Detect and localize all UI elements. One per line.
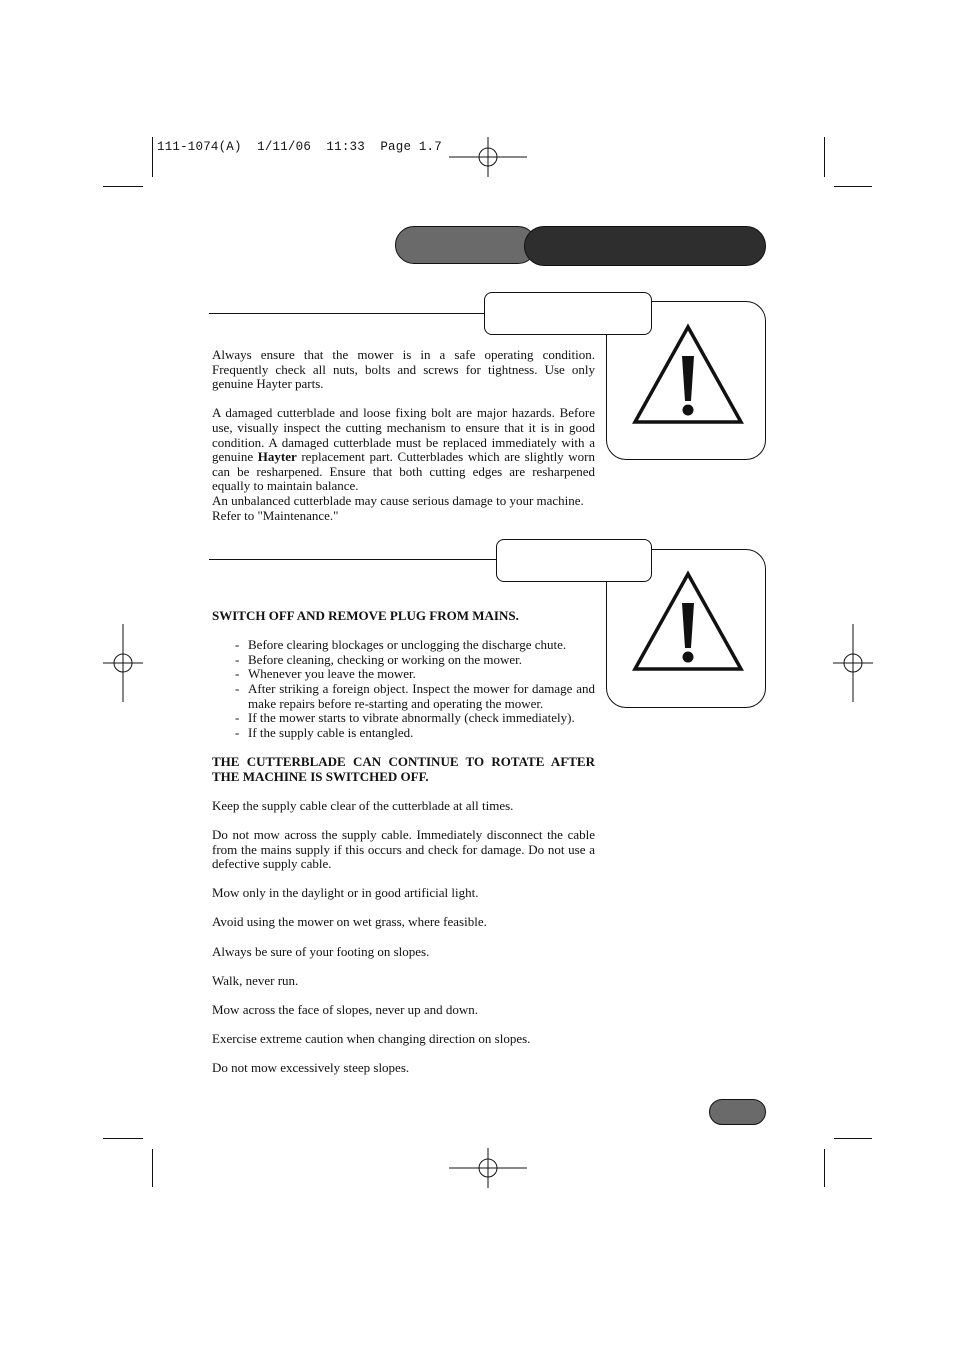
paragraph: A damaged cutterblade and loose fixing bolt are major hazards. Before use, visually inspect the cutting mechanism to ensure that it is in good condition. A damaged cutterblade must be replaced immediately with a genuine Hayter replacement part. Cutterblades which are slightly worn can be resharpened. Ensure that both cutting edges are resharpened equally to maintain balance. [212,405,596,494]
print-slug: 111-1074(A) 1/11/06 11:33 Page 1.7 [157,140,442,154]
brand-name: Hayter [257,449,297,465]
warning-heading: THE CUTTERBLADE CAN CONTINUE TO ROTATE AFTER THE MACHINE IS SWITCHED OFF. [212,753,595,784]
paragraph: Mow across the face of slopes, never up and down. [212,1002,479,1018]
registration-mark-right [833,624,873,702]
list-item: - Before cleaning, checking or working on the mower. [248,653,595,668]
section-1-text [212,348,595,523]
list-item: - Whenever you leave the mower. [248,667,595,682]
paragraph: Refer to "Maintenance." [212,507,339,523]
list-item: - If the mower starts to vibrate abnormally (check immediately). [248,711,595,726]
registration-mark-left [103,624,143,702]
section-1-heading-tab [484,292,652,335]
paragraph: Do not mow across the supply cable. Immediately disconnect the cable from the mains supply if this occurs and check for damage. Do not use a defective supply cable. [212,826,595,872]
warning-triangle-icon [630,322,746,426]
section-1-rule [209,313,486,314]
list-item: - Before clearing blockages or unclogging the discharge chute. [248,638,595,653]
warning-triangle-icon [630,569,746,673]
paragraph: Avoid using the mower on wet grass, where feasible. [212,914,487,930]
header-pill-section [395,226,537,264]
warning-heading: SWITCH OFF AND REMOVE PLUG FROM MAINS. [212,608,519,623]
paragraph: Do not mow excessively steep slopes. [212,1060,410,1076]
list-item: - If the supply cable is entangled. [248,726,595,741]
section-2-text [212,609,595,1076]
header-pill-title [524,226,766,266]
section-2-rule [209,559,499,560]
registration-mark-bottom [449,1148,527,1188]
paragraph: Exercise extreme caution when changing direction on slopes. [212,1031,531,1047]
paragraph: Mow only in the daylight or in good artificial light. [212,885,479,901]
list-item: - After striking a foreign object. Inspect the mower for damage and make repairs before re-starting and operating the mower. [248,682,595,711]
paragraph: Always be sure of your footing on slopes. [212,943,430,959]
section-2-heading-tab [496,539,652,582]
paragraph: Always ensure that the mower is in a safe operating condition. Frequently check all nuts, bolts and screws for tightness. Use only genuine Hayter parts. [212,347,595,392]
paragraph: Keep the supply cable clear of the cutterblade at all times. [212,797,514,813]
safety-bullet-list [212,638,595,740]
paragraph: An unbalanced cutterblade may cause serious damage to your machine. [212,492,584,508]
registration-mark-top [449,137,527,177]
page-number-tab [709,1099,766,1125]
paragraph: Walk, never run. [212,972,299,988]
